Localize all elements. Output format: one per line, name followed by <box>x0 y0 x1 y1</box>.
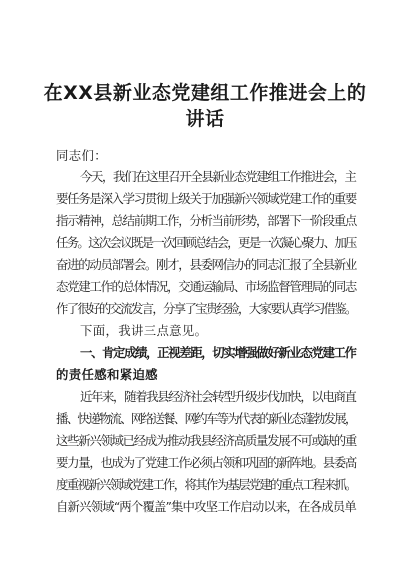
paragraph-line: 任务。这次会议既是一次回顾总结会，更是一次凝心聚力、加压 <box>56 235 356 250</box>
document-title-line2: 讲话 <box>185 108 225 130</box>
paragraph-line: 播、快递物流、网络送餐、网约车等为代表的新业态蓬勃发展， <box>56 411 356 426</box>
paragraph-line: 下面，我讲三点意见。 <box>80 323 208 338</box>
paragraph-line: 作了很好的交流发言，分享了宝贵经验，大家要认真学习借鉴。 <box>56 301 356 316</box>
salutation: 同志们： <box>56 148 107 163</box>
paragraph-line: 近年来，随着我县经济社会转型升级步伐加快，以电商直 <box>80 389 356 404</box>
paragraph-line: 要力量，也成为了党建工作必须占领和巩固的新阵地。县委高 <box>56 455 356 470</box>
document-title-line1: 在XX县新业态党建组工作推进会上的 <box>43 82 367 104</box>
section-heading-line1: 一、肯定成绩，正视差距，切实增强做好新业态党建工作 <box>80 345 356 360</box>
paragraph-line: 态党建工作的总体情况，交通运输局、市场监督管理局的同志 <box>56 279 356 294</box>
paragraph-line: 这些新兴领域已经成为推动我县经济高质量发展不可或缺的重 <box>56 433 356 448</box>
paragraph-line: 奋进的动员部署会。刚才，县委网信办的同志汇报了全县新业 <box>56 257 356 272</box>
section-heading-line2: 的责任感和紧迫感 <box>56 367 158 382</box>
paragraph-line: 要任务是深入学习贯彻上级关于加强新兴领域党建工作的重要 <box>56 191 356 206</box>
paragraph-line: 度重视新兴领域党建工作，将其作为基层党建的重点工程来抓。 <box>56 477 356 492</box>
paragraph-line: 指示精神，总结前期工作，分析当前形势，部署下一阶段重点 <box>56 213 356 228</box>
paragraph-line: 自新兴领域“两个覆盖”集中攻坚工作启动以来，在各成员单 <box>56 499 356 514</box>
paragraph-line: 今天，我们在这里召开全县新业态党建组工作推进会，主 <box>80 169 356 184</box>
